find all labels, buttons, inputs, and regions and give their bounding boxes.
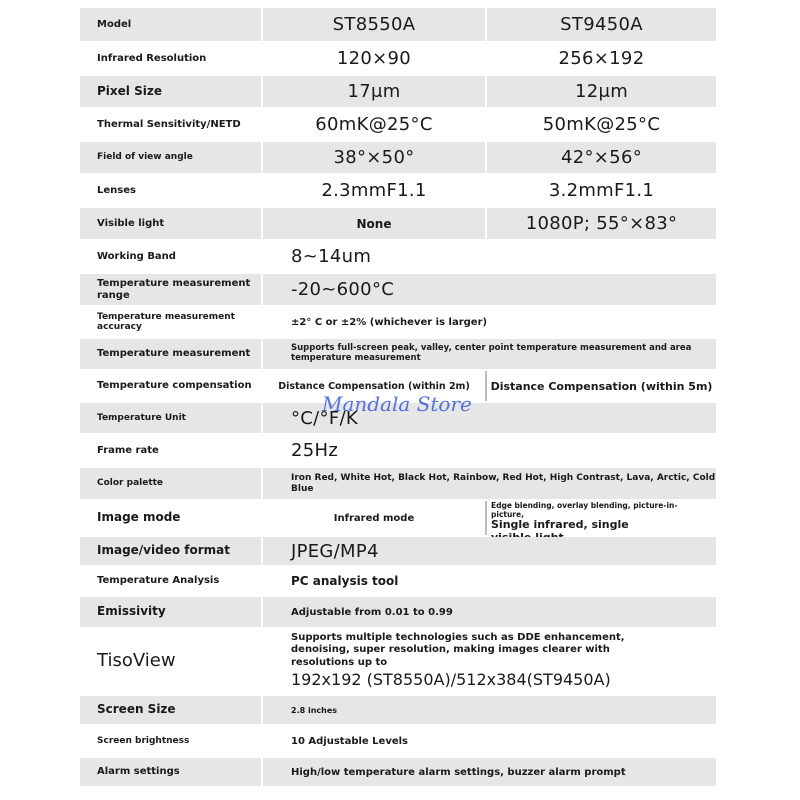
table-row-temp-range xyxy=(80,274,716,307)
tisoview-values xyxy=(263,629,716,694)
value-col1: None xyxy=(356,216,392,231)
row-label: Temperature compensation xyxy=(97,380,252,392)
table-row-temp-analysis xyxy=(80,567,716,597)
row-label: Color palette xyxy=(97,478,164,489)
row-label: Alarm settings xyxy=(97,766,180,778)
table-row-pixel-size xyxy=(80,76,716,109)
row-label: Field of view angle xyxy=(97,152,193,163)
table-row-screen-size xyxy=(80,696,716,726)
value: °C/°F/K xyxy=(291,407,358,429)
tisoview-resolution: 192x192 (ST8550A)/512x384(ST9450A) xyxy=(291,670,611,690)
table-row-model xyxy=(80,8,716,43)
table-row-working-band xyxy=(80,241,716,274)
image-mode-single-text: Single infrared, single xyxy=(491,518,629,532)
value-col2: Distance Compensation (within 5m) xyxy=(490,379,713,393)
table-row-image-mode xyxy=(80,501,716,537)
row-label: Temperature Analysis xyxy=(97,575,220,587)
model-col2: ST9450A xyxy=(560,14,643,35)
value: Adjustable from 0.01 to 0.99 xyxy=(291,606,453,618)
table-row-fov xyxy=(80,142,716,175)
table-row-screen-brightness xyxy=(80,726,716,758)
value-col2: 12μm xyxy=(574,81,629,102)
table-row-tisoview xyxy=(80,629,716,696)
value-col1: Distance Compensation (within 2m) xyxy=(278,380,470,392)
value: 2.8 inches xyxy=(291,705,338,715)
value-col2: 50mK@25°C xyxy=(542,114,661,135)
value: -20~600°C xyxy=(291,279,395,300)
value: Iron Red, White Hot, Black Hot, Rainbow, Red Hot, High Contrast, Lava, Arctic, Cold Blue xyxy=(291,473,716,494)
row-label: Temperature Unit xyxy=(97,412,186,423)
value-col2 xyxy=(487,501,716,535)
value: High/low temperature alarm settings, buzzer alarm prompt xyxy=(291,766,626,778)
row-label: Temperature measurement range xyxy=(97,278,251,301)
value: Supports full-screen peak, valley, center point temperature measurement and area temperature measurement xyxy=(291,343,692,363)
row-label: Image mode xyxy=(97,510,181,525)
value: PC analysis tool xyxy=(291,574,399,588)
table-row-infrared-resolution xyxy=(80,43,716,76)
row-label: Temperature measurement xyxy=(97,348,251,360)
table-row-emissivity xyxy=(80,597,716,629)
row-label: Visible light xyxy=(97,217,165,229)
value: 8~14um xyxy=(291,246,372,267)
value-col2: 42°×56° xyxy=(561,147,642,168)
value: JPEG/MP4 xyxy=(291,540,379,562)
table-row-netd xyxy=(80,109,716,142)
image-mode-blend-text: Edge blending, overlay blending, picture-in-picture, xyxy=(491,501,678,519)
value-col2: 3.2mmF1.1 xyxy=(548,180,655,201)
row-label: Image/video format xyxy=(97,543,230,558)
value-col1: 2.3mmF1.1 xyxy=(321,180,427,201)
table-row-temp-accuracy xyxy=(80,307,716,339)
table-row-visible-light xyxy=(80,208,716,241)
value-col1: 38°×50° xyxy=(333,147,415,168)
table-row-color-palette xyxy=(80,468,716,501)
row-label: Pixel Size xyxy=(97,83,162,98)
row-label: Lenses xyxy=(97,184,136,196)
table-row-frame-rate xyxy=(80,435,716,468)
row-label-model: Model xyxy=(97,18,132,30)
watermark-text: Mandala Store xyxy=(322,392,472,416)
row-label: Emissivity xyxy=(97,604,166,619)
value-col1: 60mK@25°C xyxy=(315,114,433,135)
row-label: Thermal Sensitivity/NETD xyxy=(97,118,241,130)
value: ±2° C or ±2% (whichever is larger) xyxy=(291,316,488,328)
value-col2: 1080P; 55°×83° xyxy=(525,213,678,234)
table-row-alarm xyxy=(80,758,716,788)
value-col1: 120×90 xyxy=(336,48,412,69)
row-label: TisoView xyxy=(97,650,176,672)
value: 10 Adjustable Levels xyxy=(291,735,409,747)
value-col1: Infrared mode xyxy=(333,512,415,524)
model-col1: ST8550A xyxy=(332,14,416,35)
row-label: Frame rate xyxy=(97,444,159,456)
table-row-lenses xyxy=(80,175,716,208)
value-col1: 17μm xyxy=(347,81,401,102)
value: 25Hz xyxy=(291,440,339,461)
row-label: Working Band xyxy=(97,250,176,262)
table-row-image-format xyxy=(80,537,716,567)
row-label: Infrared Resolution xyxy=(97,52,207,64)
tisoview-description: Supports multiple technologies such as DDE enhancement, denoising, super resolution, making images clearer with resolutions up to xyxy=(291,631,625,668)
row-label: Screen Size xyxy=(97,702,176,717)
value-col2: 256×192 xyxy=(558,48,645,69)
row-label: Temperature measurement accuracy xyxy=(97,311,235,332)
row-label: Screen brightness xyxy=(97,735,190,746)
table-row-temp-measurement xyxy=(80,339,716,371)
